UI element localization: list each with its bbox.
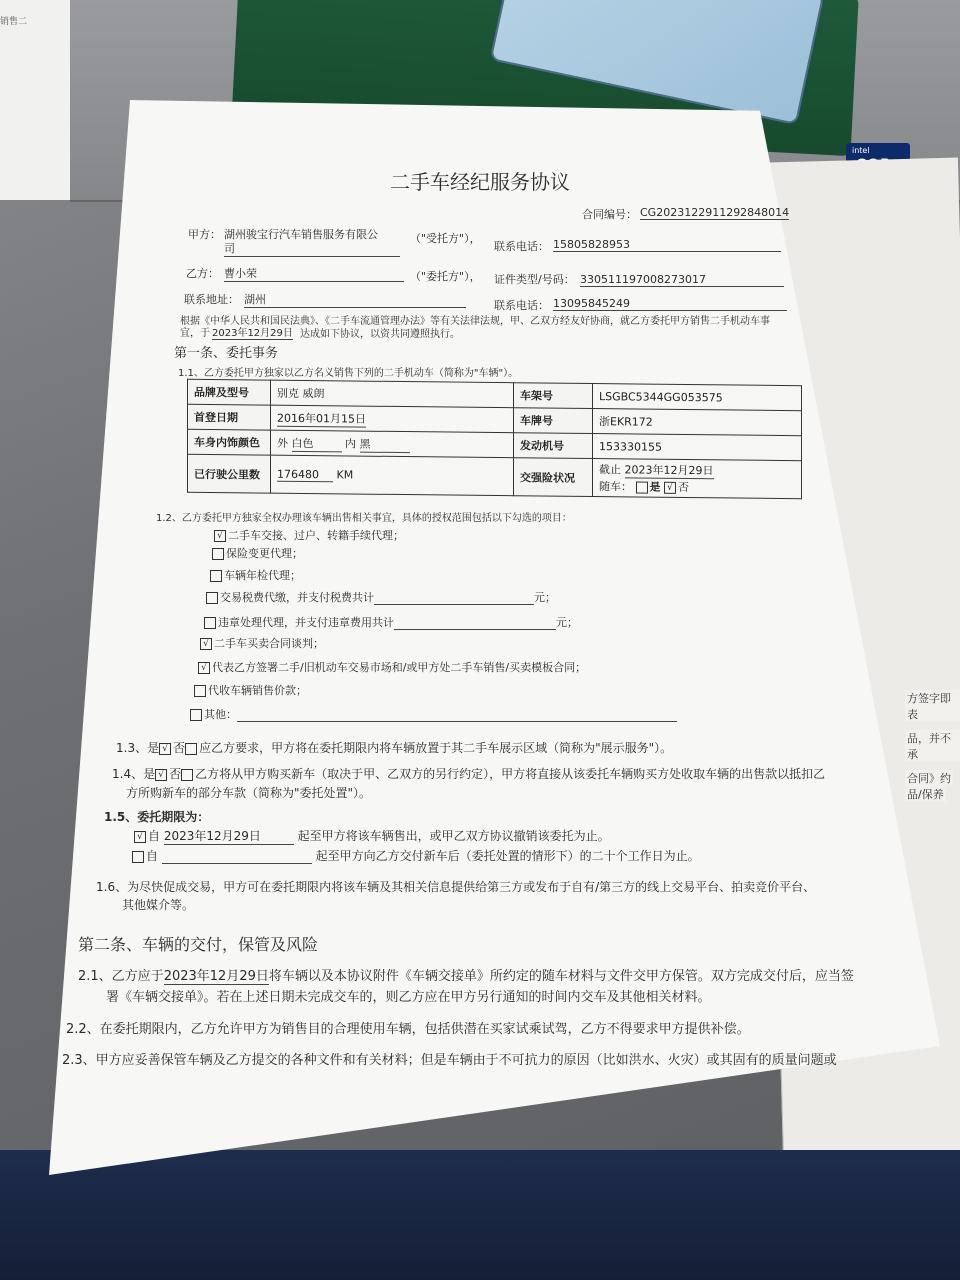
auth-item-suffix: 元；	[534, 591, 556, 604]
color-cell	[271, 430, 514, 458]
clause-2-1-a: 2.1、乙方应于	[78, 969, 164, 984]
mileage-value: 176480	[277, 467, 333, 482]
clause-1-5-title: 1.5、委托期限为：	[104, 810, 210, 824]
intel-badge-line1: intel	[852, 146, 870, 155]
auth-item-label: 其他：	[204, 708, 237, 721]
reg-date-value: 2016年01月15日	[277, 411, 366, 426]
preamble-date: 2023年12月29日	[212, 324, 293, 340]
auth-item	[190, 706, 677, 722]
insurance-label: 交强险状况	[514, 458, 593, 497]
color-label: 车身内饰颜色	[188, 429, 271, 455]
clause-1-4-text: 乙方将从甲方购买新车（取决于甲、乙双方的另行约定），甲方将直接从该委托车辆购买方处收取车辆的出售款以抵扣乙	[195, 767, 826, 781]
auth-item-label: 代表乙方签署二手/旧机动车交易市场和/或甲方处二手车销售/买卖模板合同；	[212, 661, 587, 674]
clause-1-4-line-2: 方所购新车的部分车款（简称为"委托处置"）。	[126, 786, 372, 800]
party-a-name: 湖州骏宝行汽车销售服务有限公	[224, 228, 378, 241]
auth-item-checkbox[interactable]	[214, 530, 226, 542]
under-paper-line: 合同》约	[907, 772, 951, 785]
auth-item	[214, 527, 404, 543]
clause-1-5-line-1: 起至甲方将该车辆售出，或甲乙双方协议撤销该委托为止。	[297, 829, 610, 843]
clause-1-3-text: 应乙方要求，甲方将在委托期限内将车辆放置于其二手车展示区域（简称为"展示服务"）。	[199, 741, 673, 755]
contract-no-label: 合同编号：	[582, 208, 637, 221]
insurance-until-label: 截止	[599, 463, 621, 477]
with-car-label: 随车：	[599, 480, 632, 494]
reg-date-cell	[271, 405, 514, 433]
auth-item-suffix: 元；	[556, 616, 578, 629]
plate-label: 车牌号	[514, 408, 593, 434]
clause-1-2: 1.2、乙方委托甲方独家全权办理该车辆出售相关事宜，具体的授权范围包括以下勾选的项目：	[156, 513, 572, 524]
auth-item-label: 违章处理代理，并支付违章费用共计	[218, 616, 394, 629]
party-a-phone: 15805828953	[553, 238, 781, 252]
clause-1-5-option-2	[132, 847, 700, 864]
clause-2-2: 2.2、在委托期限内，乙方允许甲方为销售目的合理使用车辆，包括供潜在买家试乘试驾，乙方不得要求甲方提供补偿。	[66, 1022, 750, 1037]
left-paper	[0, 0, 70, 200]
contract-no: CG2023122911292848014	[640, 206, 790, 219]
mileage-cell	[271, 455, 514, 496]
auth-item-checkbox[interactable]	[210, 570, 222, 582]
auth-item-label: 交易税费代缴，并支付税费共计	[220, 591, 374, 604]
auth-item-checkbox[interactable]	[194, 685, 206, 697]
engine-value: 153330155	[593, 434, 802, 461]
auth-item-label: 代收车辆销售价款；	[208, 684, 307, 697]
auth-item-label: 二手车买卖合同谈判；	[214, 637, 324, 650]
clause-2-1-date: 2023年12月29日	[164, 965, 269, 985]
clause-2-1-b: 将车辆以及本协议附件《车辆交接单》所约定的随车材料与文件交甲方保管。双方完成交付后，应当签	[268, 969, 854, 984]
auth-item	[200, 635, 324, 651]
clause-1-4-yes: 1.4、是	[112, 767, 156, 781]
party-a-name-2: 司	[224, 240, 400, 257]
auth-item	[212, 545, 303, 561]
address: 湖州	[244, 291, 466, 308]
auth-item	[206, 589, 556, 605]
clause-1-3-no-checkbox[interactable]	[185, 743, 197, 755]
auth-item-checkbox[interactable]	[212, 548, 224, 560]
clause-1-5-option-1-checkbox[interactable]	[134, 831, 146, 843]
reg-date-label: 首登日期	[188, 404, 271, 430]
party-b-id: 330511197008273017	[580, 273, 784, 287]
auth-item-checkbox[interactable]	[206, 592, 218, 604]
clause-1-4-no: 否	[169, 767, 182, 781]
page-title: 二手车经纪服务协议	[390, 170, 570, 194]
clause-1-3-yes-checkbox[interactable]	[159, 743, 171, 755]
clause-1-4	[112, 765, 825, 782]
auth-item-checkbox[interactable]	[200, 638, 212, 650]
auth-item-label: 二手车交接、过户、转籍手续代理；	[228, 529, 404, 542]
with-car-yes-checkbox[interactable]	[636, 481, 648, 493]
clause-1-5-option-1	[134, 827, 610, 845]
party-b-label: 乙方：	[186, 267, 219, 280]
auth-item-checkbox[interactable]	[190, 709, 202, 721]
clause-1-5-from: 自	[148, 829, 161, 843]
insurance-cell	[593, 459, 802, 499]
with-car-no-label: 否	[678, 480, 689, 495]
auth-item	[194, 682, 307, 698]
preamble-line-1: 根据《中华人民共和国民法典》、《二手车流通管理办法》等有关法律法规，甲、乙双方经友好协商，就乙方委托甲方销售二手机动车事	[180, 316, 770, 327]
mileage-unit: KM	[336, 467, 354, 482]
brand-label: 品牌及型号	[188, 379, 271, 405]
under-paper-line: 品/保养	[907, 788, 944, 801]
clause-1-6-line-1: 1.6、为尽快促成交易，甲方可在委托期限内将该车辆及其相关信息提供给第三方或发布于自有/第三方的线上交易平台、拍卖竞价平台、	[96, 880, 816, 894]
clause-1-5-line-2: 起至甲方向乙方交付新车后（委托处置的情形下）的二十个工作日为止。	[315, 849, 700, 863]
id-label: 证件类型/号码：	[494, 273, 575, 286]
clause-1-4-yes-checkbox[interactable]	[155, 769, 167, 781]
clause-1-1: 1.1、乙方委托甲方独家以乙方名义销售下列的二手机动车（简称为"车辆"）。	[178, 368, 519, 379]
party-b-role: （"委托方"），	[410, 270, 481, 283]
address-label: 联系地址：	[184, 293, 239, 306]
under-paper-line: 方签字即表	[905, 690, 960, 722]
exterior-prefix: 外	[277, 436, 288, 450]
vehicle-info-table	[187, 379, 802, 499]
auth-item-checkbox[interactable]	[204, 617, 216, 629]
party-b-phone: 13095845249	[553, 297, 787, 311]
phone-label: 联系电话：	[494, 240, 549, 253]
engine-label: 发动机号	[514, 433, 593, 459]
insurance-until: 2023年12月29日	[624, 463, 714, 478]
clause-2-1-line-1	[78, 965, 854, 985]
party-a-role: （"受托方"），	[410, 232, 481, 245]
exterior-color: 白色	[292, 434, 342, 452]
brand-value: 别克 威朗	[271, 380, 514, 408]
clause-1-3-no: 否	[173, 741, 186, 755]
auth-item	[198, 659, 586, 675]
clause-1-6-line-2: 其他媒介等。	[122, 898, 195, 912]
preamble-line-2b: 达成如下协议，以资共同遵照执行。	[300, 329, 460, 340]
blue-cloth	[0, 1150, 960, 1280]
clause-1-3	[116, 739, 672, 756]
auth-item-checkbox[interactable]	[198, 662, 210, 674]
auth-item	[210, 567, 301, 583]
clause-1-5-from-2: 自	[146, 849, 159, 863]
under-paper-line: 品，并不承	[905, 730, 960, 762]
clause-1-3-yes: 1.3、是	[116, 741, 160, 755]
clause-1-5-date: 2023年12月29日	[164, 827, 294, 845]
clause-2-1-line-2: 署《车辆交接单》。若在上述日期未完成交车的，则乙方应在甲方另行通知的时间内交车及其他相关材料。	[106, 990, 711, 1005]
auth-item	[204, 614, 578, 630]
vin-value: LSGBC5344GG053575	[593, 384, 802, 411]
left-paper-text: 销售二	[0, 17, 28, 27]
article-1-title: 第一条、委托事务	[174, 346, 279, 361]
auth-item-label: 车辆年检代理；	[224, 569, 301, 582]
auth-item-label: 保险变更代理；	[226, 547, 303, 560]
clause-1-5-option-2-checkbox[interactable]	[132, 851, 144, 863]
phone-label-b: 联系电话：	[494, 299, 549, 312]
with-car-yes-label: 是	[649, 480, 661, 494]
article-2-title: 第二条、车辆的交付，保管及风险	[78, 935, 319, 954]
clause-2-3: 2.3、甲方应妥善保管车辆及乙方提交的各种文件和有关材料；但是车辆由于不可抗力的原因（比如洪水、火灾）或其固有的质量问题或	[62, 1053, 837, 1068]
vin-label: 车架号	[514, 383, 593, 409]
party-a-label: 甲方：	[188, 228, 221, 241]
with-car-no-checkbox[interactable]	[664, 482, 676, 494]
plate-value: 浙EKR172	[593, 409, 802, 436]
clause-1-4-no-checkbox[interactable]	[181, 769, 193, 781]
mileage-label: 已行驶公里数	[188, 454, 271, 493]
party-b-name: 曹小荣	[224, 265, 404, 282]
interior-prefix: 内	[345, 436, 356, 451]
preamble-line-2a: 宜，于	[180, 328, 210, 339]
interior-color: 黑	[360, 435, 410, 453]
